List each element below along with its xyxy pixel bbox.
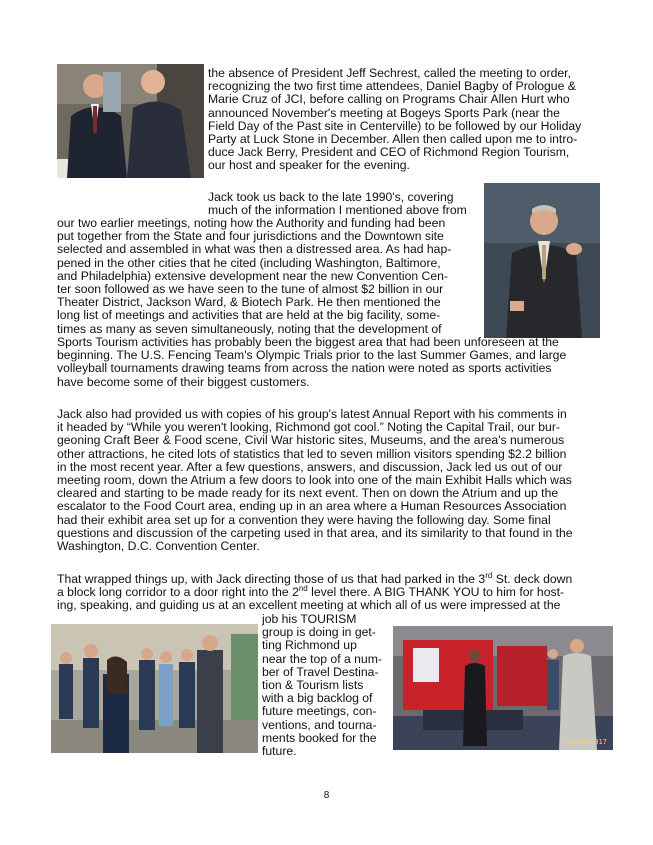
- text-line: ting Richmond up: [262, 638, 357, 653]
- photo-speaker-image: [484, 183, 600, 338]
- text-line: ments booked for the: [262, 730, 377, 745]
- text-line: tion & Tourism lists: [262, 678, 364, 693]
- photo-two-men-image: [57, 64, 204, 178]
- text-line: much of the information I mentioned above from: [208, 203, 467, 218]
- text-line: in the most recent year. After a few questions, answers, and discussion, Jack led us out of our: [57, 459, 563, 474]
- text-line: a block long corridor to a door right into the 2nd level there. A BIG THANK YOU to him for host-: [57, 584, 565, 600]
- photo-exhibit-hall-image: [393, 626, 613, 750]
- text-line: cleared and starting to be made ready for its next event. Then on down the Atrium and up the: [57, 486, 559, 501]
- text-line: near the top of a num-: [262, 651, 382, 666]
- history-paragraph-middle: [57, 217, 481, 336]
- text-line: Sports Tourism activities has probably been the biggest area that had been unforeseen at the: [57, 335, 559, 349]
- text-line: our two earlier meetings, noting how the Authority and funding had been: [57, 216, 446, 230]
- intro-paragraph: [208, 67, 596, 173]
- text-line: Jack also had provided us with copies of his group's latest Annual Report with his comments in: [57, 407, 567, 421]
- closing-paragraph: [57, 570, 602, 613]
- text-line: announced November's meeting at Bogeys Sports Park (near the: [208, 105, 560, 120]
- text-line: selected and assembled in what was then a distressed area. As had hap-: [57, 242, 452, 257]
- text-line: meeting room, down the Atrium a few doors to look into one of the main Exhibit Halls which was: [57, 473, 572, 488]
- text-line: job his TOURISM: [262, 612, 357, 626]
- photo-date-stamp: 10/10/2017: [564, 738, 607, 746]
- text-line: geoning Craft Beer & Food scene, Civil War historic sites, Museums, and the area's numerous: [57, 433, 565, 448]
- text-line: Field Day of the Past site in Centerville) to be followed by our Holiday: [208, 118, 582, 133]
- text-line: our host and speaker for the evening.: [208, 158, 410, 173]
- text-line: ing, speaking, and guiding us at an excellent meeting at which all of us were impressed at the: [57, 598, 561, 613]
- page-number: 8: [323, 790, 330, 801]
- text-line: Washington, D.C. Convention Center.: [57, 539, 260, 554]
- text-line: duce Jack Berry, President and CEO of Richmond Region Tourism,: [208, 145, 570, 160]
- history-paragraph-bottom: [57, 336, 602, 389]
- text-line: times as many as seven simultaneously, noting that the development of: [57, 321, 442, 336]
- text-line: ter soon followed as we have seen to the tune of almost $2 billion in our: [57, 282, 444, 297]
- text-line: the absence of President Jeff Sechrest, called the meeting to order,: [208, 66, 571, 80]
- text-line: Party at Luck Stone in December. Allen then called upon me to intro-: [208, 132, 578, 147]
- text-line: with a big backlog of: [262, 691, 373, 706]
- text-line: group is doing in get-: [262, 625, 376, 640]
- text-line: pened in the other cities that he cited (including Washington, Baltimore,: [57, 255, 441, 270]
- text-line: put together from the State and four jurisdictions and the Downtown site: [57, 229, 444, 244]
- photo-exhibit-hall: [393, 626, 613, 750]
- text-line: ber of Travel Destina-: [262, 664, 379, 679]
- text-line: volleyball tournaments drawing teams from across the nation were noted as sports activities: [57, 361, 552, 376]
- photo-group-tour: [51, 624, 258, 753]
- text-line: That wrapped things up, with Jack directing those of us that had parked in the 3rd St. deck down: [57, 570, 573, 586]
- text-line: recognizing the two first time attendees, Daniel Bagby of Prologue &: [208, 79, 576, 94]
- text-line: other attractions, he cited lots of statistics that led to seven million visitors spending $2.2 billion: [57, 446, 567, 461]
- photo-group-tour-image: [51, 624, 258, 753]
- history-paragraph-top: [208, 191, 480, 217]
- annual-report-paragraph: [57, 408, 602, 553]
- text-line: escalator to the Food Court area, ending up in an area where a Human Resources Association: [57, 499, 567, 514]
- text-line: long list of meetings and activities that are held at the big facility, some-: [57, 308, 441, 323]
- text-line: questions and discussion of the carpeting used in that area, and its similarity to that found in the: [57, 525, 573, 540]
- text-line: ventions, and tourna-: [262, 717, 377, 732]
- text-line: beginning. The U.S. Fencing Team's Olympic Trials prior to the last Summer Games, and large: [57, 348, 567, 363]
- text-line: Theater District, Jackson Ward, & Biotech Park. He then mentioned the: [57, 295, 441, 310]
- text-line: have become some of their biggest customers.: [57, 374, 310, 389]
- text-line: Jack took us back to the late 1990's, covering: [208, 190, 454, 204]
- photo-speaker-jack-berry: [484, 183, 600, 338]
- photo-two-men-talking: [57, 64, 204, 178]
- text-line: future meetings, con-: [262, 704, 377, 719]
- tourism-closing-column: [262, 613, 390, 758]
- text-line: Marie Cruz of JCI, before calling on Programs Chair Allen Hurt who: [208, 92, 570, 107]
- text-line: had their exhibit area set up for a convention they were having the following day. Some final: [57, 512, 551, 527]
- text-line: it headed by “While you weren't looking, Richmond got cool.” Noting the Capital Trail, our bur-: [57, 420, 560, 435]
- text-line: future.: [262, 744, 297, 759]
- text-line: and Philadelphia) extensive development near the new Convention Cen-: [57, 268, 448, 283]
